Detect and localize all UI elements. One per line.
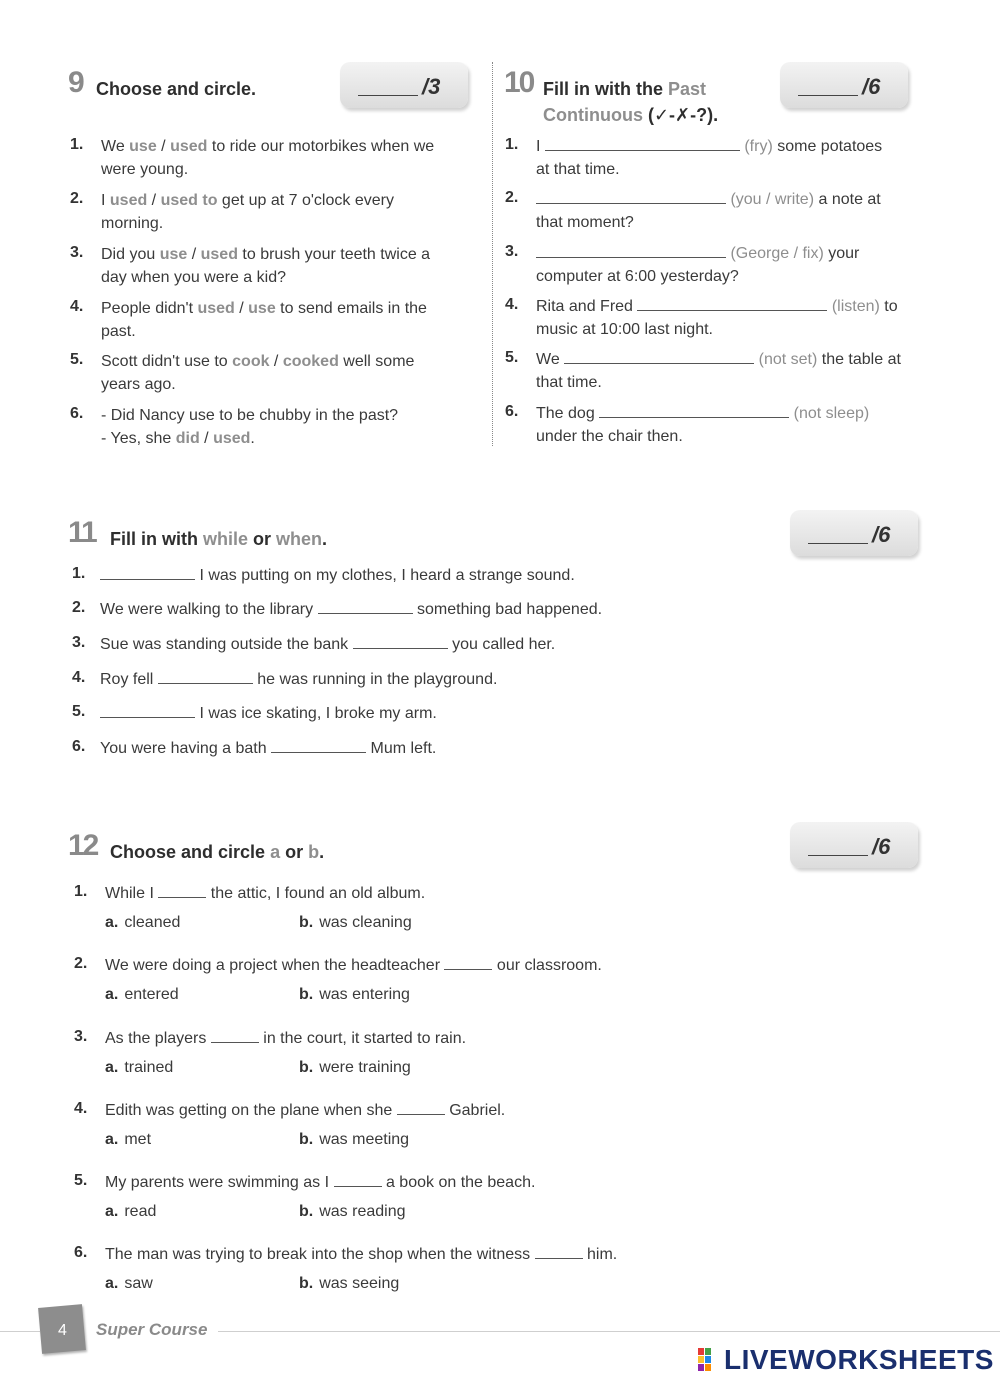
ex10-answer-blank[interactable] bbox=[545, 136, 740, 151]
ex11-item-number: 6. bbox=[72, 738, 86, 755]
ex9-score-total: /3 bbox=[422, 74, 441, 99]
ex9-item-text: to ride our motorbikes when we bbox=[207, 138, 435, 155]
ex10-score-blank[interactable] bbox=[798, 95, 858, 96]
ex10-title-past: Past bbox=[668, 79, 707, 99]
ex12-option-b-text: was reading bbox=[319, 1203, 406, 1220]
ex10-item bbox=[536, 242, 936, 288]
ex11-item-text: I was ice skating, I broke my arm. bbox=[195, 705, 437, 722]
ex11-item-text: you called her. bbox=[447, 636, 556, 653]
ex9-option-b[interactable]: used bbox=[170, 138, 208, 155]
ex11-item-text: he was running in the playground. bbox=[252, 671, 498, 688]
ex10-verb-hint: (fry) bbox=[744, 138, 773, 155]
ex10-item-text-line2: that time. bbox=[536, 374, 602, 391]
ex12-option-a-label: a. bbox=[105, 986, 119, 1003]
ex9-option-separator: / bbox=[199, 430, 214, 447]
ex9-item-number: 5. bbox=[70, 351, 84, 368]
ex12-item-text: a book on the beach. bbox=[381, 1174, 536, 1191]
ex10-item-number: 3. bbox=[505, 243, 519, 260]
ex12-option-b-text: was cleaning bbox=[319, 914, 412, 931]
ex9-score-box bbox=[340, 62, 468, 108]
ex10-verb-hint: (you / write) bbox=[730, 191, 815, 208]
ex10-verb-hint: (George / fix) bbox=[730, 245, 824, 262]
ex11-item bbox=[100, 737, 900, 760]
ex12-option-a-label: a. bbox=[105, 1275, 119, 1292]
ex9-item-number: 2. bbox=[70, 190, 84, 207]
ex12-item-number: 3. bbox=[74, 1028, 88, 1045]
ex10-answer-blank[interactable] bbox=[564, 349, 754, 364]
ex12-score-box bbox=[790, 822, 918, 868]
ex12-option-b-label: b. bbox=[299, 914, 314, 931]
ex12-option-a-label: a. bbox=[105, 914, 119, 931]
ex9-item-number: 6. bbox=[70, 405, 84, 422]
ex10-item bbox=[536, 188, 936, 234]
ex12-item-number: 6. bbox=[74, 1244, 88, 1261]
ex11-item-text: Roy fell bbox=[100, 671, 158, 688]
ex12-option-a-label: a. bbox=[105, 1131, 119, 1148]
ex11-item-number: 2. bbox=[72, 599, 86, 616]
ex11-item bbox=[100, 564, 900, 587]
ex9-item-end: . bbox=[250, 430, 255, 447]
ex12-option-a-label: a. bbox=[105, 1203, 119, 1220]
ex12-item bbox=[105, 1171, 905, 1194]
ex12-gap[interactable] bbox=[158, 883, 206, 898]
ex11-item bbox=[100, 598, 900, 621]
ex10-item bbox=[536, 135, 936, 181]
liveworksheets-logo-text: LIVEWORKSHEETS bbox=[724, 1344, 994, 1375]
ex10-item-number: 4. bbox=[505, 296, 519, 313]
ex9-item-text-line2: day when you were a kid? bbox=[101, 269, 286, 286]
ex12-title-end: . bbox=[319, 842, 325, 862]
ex9-option-b[interactable]: use bbox=[248, 300, 276, 317]
ex9-option-b[interactable]: cooked bbox=[282, 353, 339, 370]
ex10-answer-blank[interactable] bbox=[536, 243, 726, 258]
ex9-item-number: 4. bbox=[70, 298, 84, 315]
ex10-verb-hint: (not sleep) bbox=[793, 405, 870, 422]
ex11-score-box bbox=[790, 510, 918, 556]
ex12-title-a: a bbox=[270, 842, 281, 862]
ex12-option-b[interactable] bbox=[299, 1203, 406, 1221]
ex10-item-number: 6. bbox=[505, 403, 519, 420]
page-number: 4 bbox=[58, 1322, 67, 1339]
ex12-title-b: b bbox=[308, 842, 320, 862]
ex12-option-a-text: saw bbox=[124, 1275, 153, 1292]
liveworksheets-logo-icon bbox=[698, 1348, 720, 1372]
ex12-option-b-text: was entering bbox=[319, 986, 410, 1003]
ex10-answer-blank[interactable] bbox=[637, 296, 827, 311]
ex9-option-a[interactable]: cook bbox=[232, 353, 270, 370]
ex9-number: 9 bbox=[68, 66, 83, 99]
ex11-item-text: I was putting on my clothes, I heard a strange sound. bbox=[195, 567, 575, 584]
ex12-option-b[interactable] bbox=[299, 1059, 411, 1077]
ex11-item bbox=[100, 633, 900, 656]
ex10-item bbox=[536, 295, 936, 341]
ex12-number: 12 bbox=[68, 829, 98, 862]
ex12-option-b[interactable] bbox=[299, 1275, 399, 1293]
ex10-title bbox=[543, 76, 783, 128]
ex10-item-text: to bbox=[879, 298, 898, 315]
ex12-option-a-label: a. bbox=[105, 1059, 119, 1076]
ex9-item-text-line2: past. bbox=[101, 323, 136, 340]
ex12-option-b-text: was meeting bbox=[319, 1131, 410, 1148]
ex11-score-blank[interactable] bbox=[808, 543, 868, 544]
ex11-answer-blank[interactable] bbox=[100, 703, 195, 718]
ex10-item bbox=[536, 348, 936, 394]
ex12-item bbox=[105, 1243, 905, 1266]
ex10-item-text: The dog bbox=[536, 405, 600, 422]
ex9-item-text: I bbox=[101, 192, 110, 209]
ex12-option-a-text: trained bbox=[124, 1059, 174, 1076]
ex11-item-text: You were having a bath bbox=[100, 740, 272, 757]
ex12-item-text: the attic, I found an old album. bbox=[206, 885, 426, 902]
ex12-option-a-text: read bbox=[124, 1203, 157, 1220]
ex12-item-text: in the court, it started to rain. bbox=[258, 1030, 467, 1047]
ex9-item-text-line2: morning. bbox=[101, 215, 164, 232]
ex11-answer-blank[interactable] bbox=[100, 565, 195, 580]
ex12-option-a[interactable] bbox=[105, 1131, 151, 1149]
ex11-title-text: Fill in with bbox=[110, 529, 203, 549]
ex11-item-number: 5. bbox=[72, 703, 86, 720]
ex9-item-number: 1. bbox=[70, 136, 84, 153]
ex12-option-a[interactable] bbox=[105, 1059, 173, 1077]
ex9-item bbox=[101, 243, 481, 289]
ex12-score-blank[interactable] bbox=[808, 855, 868, 856]
ex10-item-text-line2: that moment? bbox=[536, 214, 634, 231]
column-divider bbox=[492, 62, 493, 446]
ex12-option-b-text: was seeing bbox=[319, 1275, 400, 1292]
footer-rule-right bbox=[218, 1331, 1000, 1332]
ex12-item bbox=[105, 882, 905, 905]
ex10-item-text: a note at bbox=[814, 191, 881, 208]
ex9-item-text: - Did Nancy use to be chubby in the past? bbox=[101, 407, 399, 424]
ex9-item-text: well some bbox=[338, 353, 415, 370]
ex12-option-b[interactable] bbox=[299, 914, 412, 932]
ex10-item-text: I bbox=[536, 138, 545, 155]
ex10-item-text-line2: computer at 6:00 yesterday? bbox=[536, 268, 739, 285]
ex11-item bbox=[100, 668, 900, 691]
ex9-item bbox=[101, 297, 481, 343]
ex11-answer-blank[interactable] bbox=[271, 738, 366, 753]
ex9-option-separator: / bbox=[187, 246, 201, 263]
ex12-option-b-label: b. bbox=[299, 986, 314, 1003]
ex9-item-text: We bbox=[101, 138, 130, 155]
ex9-item-text: Did you bbox=[101, 246, 160, 263]
ex11-title bbox=[110, 526, 327, 552]
ex9-item-text: get up at 7 o'clock every bbox=[217, 192, 394, 209]
ex9-item-text-line2: - Yes, she bbox=[101, 430, 176, 447]
ex12-item bbox=[105, 1099, 905, 1122]
ex12-option-a[interactable] bbox=[105, 986, 179, 1004]
ex11-item bbox=[100, 702, 900, 725]
ex12-item-text: him. bbox=[582, 1246, 618, 1263]
ex9-item bbox=[101, 135, 481, 181]
ex10-verb-hint: (listen) bbox=[831, 298, 880, 315]
ex12-item-text: Edith was getting on the plane when she bbox=[105, 1102, 397, 1119]
ex10-item-text: some potatoes bbox=[772, 138, 883, 155]
ex12-item-text: Gabriel. bbox=[444, 1102, 506, 1119]
ex9-item-text: Scott didn't use to bbox=[101, 353, 233, 370]
ex9-item-text: People didn't bbox=[101, 300, 198, 317]
ex12-gap[interactable] bbox=[211, 1028, 259, 1043]
ex10-verb-hint: (not set) bbox=[758, 351, 818, 368]
ex9-option-b[interactable]: used bbox=[213, 430, 251, 447]
ex10-score-box bbox=[780, 62, 908, 108]
ex10-item-text-line2: at that time. bbox=[536, 161, 620, 178]
ex12-option-a[interactable] bbox=[105, 914, 180, 932]
ex9-option-a[interactable]: used bbox=[109, 192, 148, 209]
ex9-option-a[interactable]: use bbox=[129, 138, 157, 155]
ex9-option-separator: / bbox=[269, 353, 283, 370]
ex11-score-total: /6 bbox=[872, 522, 891, 547]
ex9-item-number: 3. bbox=[70, 244, 84, 261]
ex12-option-b[interactable] bbox=[299, 986, 410, 1004]
ex9-item bbox=[101, 350, 481, 396]
ex11-title-while: while bbox=[203, 529, 249, 549]
ex12-title bbox=[110, 839, 324, 865]
ex10-item-number: 5. bbox=[505, 349, 519, 366]
ex12-option-a-text: entered bbox=[124, 986, 179, 1003]
ex9-option-a[interactable]: used bbox=[197, 300, 235, 317]
ex10-title-text: Fill in with the bbox=[543, 79, 668, 99]
ex11-item-text: Mum left. bbox=[366, 740, 437, 757]
ex12-title-or: or bbox=[280, 842, 309, 862]
ex12-option-a[interactable] bbox=[105, 1275, 153, 1293]
ex11-title-or: or bbox=[248, 529, 277, 549]
ex9-option-b[interactable]: used to bbox=[160, 192, 218, 209]
ex12-option-a-text: met bbox=[124, 1131, 152, 1148]
ex11-item-text: We were walking to the library bbox=[100, 601, 318, 618]
ex10-item-text: We bbox=[536, 351, 565, 368]
ex9-item-text-line2: were young. bbox=[101, 161, 189, 178]
ex10-answer-blank[interactable] bbox=[536, 189, 726, 204]
ex12-option-b-label: b. bbox=[299, 1275, 314, 1292]
ex10-answer-blank[interactable] bbox=[599, 403, 789, 418]
ex10-item bbox=[536, 402, 936, 448]
ex12-option-b-text: were training bbox=[319, 1059, 411, 1076]
ex12-item-text: While I bbox=[105, 885, 159, 902]
ex11-title-when: when bbox=[276, 529, 323, 549]
ex11-item-number: 3. bbox=[72, 634, 86, 651]
ex12-option-b[interactable] bbox=[299, 1131, 409, 1149]
ex12-gap[interactable] bbox=[334, 1172, 382, 1187]
ex12-item-text: The man was trying to break into the shop when the witness bbox=[105, 1246, 535, 1263]
ex10-item-text: your bbox=[823, 245, 860, 262]
ex12-option-b-label: b. bbox=[299, 1059, 314, 1076]
footer-rule-left bbox=[0, 1331, 40, 1332]
ex10-score-total: /6 bbox=[862, 74, 881, 99]
ex12-option-b-label: b. bbox=[299, 1131, 314, 1148]
ex9-score-blank[interactable] bbox=[358, 95, 418, 96]
ex12-gap[interactable] bbox=[535, 1244, 583, 1259]
ex10-item-text: the table at bbox=[817, 351, 901, 368]
ex12-item bbox=[105, 954, 905, 977]
brand-name: Super Course bbox=[96, 1320, 208, 1339]
ex12-option-a-text: cleaned bbox=[124, 914, 181, 931]
ex9-item-text-line2: years ago. bbox=[101, 376, 176, 393]
ex10-title-continuous: Continuous bbox=[543, 105, 643, 125]
ex12-option-b-label: b. bbox=[299, 1203, 314, 1220]
ex9-option-a[interactable]: did bbox=[175, 430, 200, 447]
ex12-item-text: our classroom. bbox=[492, 957, 602, 974]
ex9-item-text: to brush your teeth twice a bbox=[237, 246, 431, 263]
ex9-option-a[interactable]: use bbox=[159, 246, 188, 263]
ex10-title-symbols: (✓-✗-?). bbox=[642, 105, 719, 125]
ex12-item-number: 1. bbox=[74, 883, 88, 900]
ex12-item-number: 4. bbox=[74, 1100, 88, 1117]
ex9-option-b[interactable]: used bbox=[200, 246, 238, 263]
ex9-item bbox=[101, 404, 481, 450]
ex12-item bbox=[105, 1027, 905, 1050]
ex12-score-total: /6 bbox=[872, 834, 891, 859]
ex10-item-text-line2: under the chair then. bbox=[536, 428, 683, 445]
ex10-item-number: 2. bbox=[505, 189, 519, 206]
ex9-title: Choose and circle. bbox=[96, 79, 257, 99]
ex11-item-number: 1. bbox=[72, 565, 86, 582]
ex9-item-text: to send emails in the bbox=[275, 300, 427, 317]
ex11-item-number: 4. bbox=[72, 669, 86, 686]
ex12-item-text: As the players bbox=[105, 1030, 211, 1047]
ex12-option-a[interactable] bbox=[105, 1203, 156, 1221]
ex10-number: 10 bbox=[504, 66, 534, 99]
ex12-item-number: 5. bbox=[74, 1172, 88, 1189]
ex10-item-text-line2: music at 10:00 last night. bbox=[536, 321, 713, 338]
ex11-answer-blank[interactable] bbox=[158, 669, 253, 684]
ex11-answer-blank[interactable] bbox=[318, 599, 413, 614]
ex12-item-text: We were doing a project when the headteacher bbox=[105, 957, 445, 974]
ex9-option-separator: / bbox=[156, 138, 171, 155]
ex11-item-text: Sue was standing outside the bank bbox=[100, 636, 353, 653]
ex10-item-text: Rita and Fred bbox=[536, 298, 638, 315]
ex11-number: 11 bbox=[68, 516, 96, 549]
ex12-gap[interactable] bbox=[397, 1100, 445, 1115]
ex10-item-number: 1. bbox=[505, 136, 519, 153]
ex12-item-text: My parents were swimming as I bbox=[105, 1174, 334, 1191]
ex11-title-end: . bbox=[322, 529, 328, 549]
ex11-answer-blank[interactable] bbox=[353, 634, 448, 649]
ex12-item-number: 2. bbox=[74, 955, 88, 972]
ex9-option-separator: / bbox=[234, 300, 249, 317]
ex9-item bbox=[101, 189, 481, 235]
ex11-item-text: something bad happened. bbox=[412, 601, 603, 618]
ex9-option-separator: / bbox=[147, 192, 161, 209]
ex12-gap[interactable] bbox=[444, 955, 492, 970]
ex12-title-text: Choose and circle bbox=[110, 842, 271, 862]
